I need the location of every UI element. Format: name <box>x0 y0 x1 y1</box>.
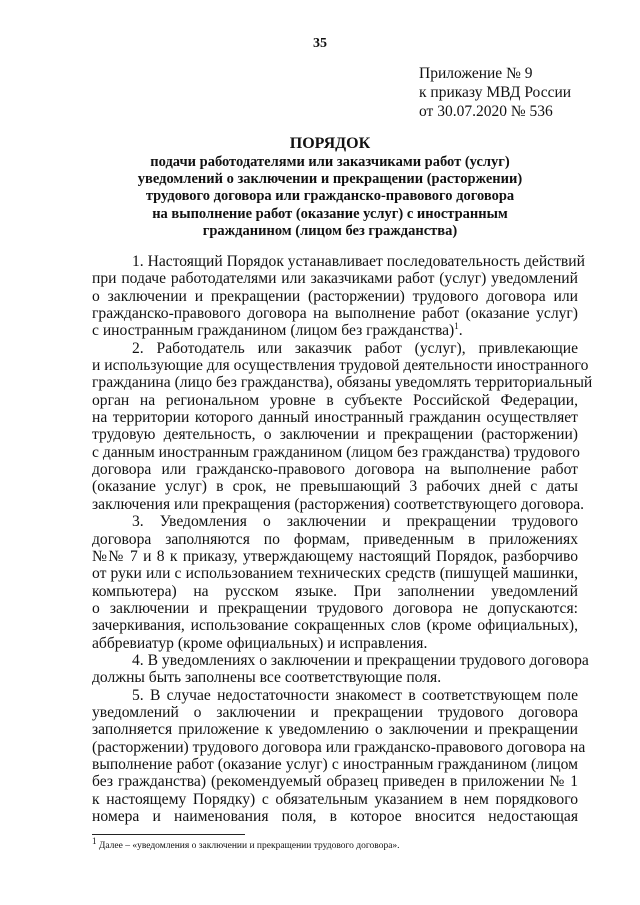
line-text: о заключении и прекращении (расторжении) трудового договора или <box>92 287 578 305</box>
line-text: от руки или с использованием технических средств (пишущей машинки, <box>92 565 578 583</box>
appendix-number: Приложение № 9 <box>419 65 533 82</box>
text-line <box>92 548 578 565</box>
text-line <box>92 617 578 634</box>
line-text: заключения или прекращения (расторжения) соответствующего договора. <box>92 495 585 513</box>
line-text: 2. Работодатель или заказчик работ (услуг), привлекающие <box>132 339 578 357</box>
line-text: должны быть заполнены все соответствующие поля. <box>92 669 442 687</box>
footnote-reference[interactable]: 1 <box>454 321 459 332</box>
subtitle-line: подачи работодателями или заказчиками работ (услуг) <box>150 154 510 170</box>
text-line <box>92 687 578 704</box>
line-text: заполняется приложение к уведомлению о заключении и прекращении <box>92 721 578 739</box>
text-line <box>92 531 578 548</box>
line-text: договора или гражданско-правового договора на выполнение работ <box>92 461 578 479</box>
line-text: с данным иностранным гражданином (лицом без гражданства) трудового <box>92 443 580 461</box>
subtitle-line: гражданином (лицом без гражданства) <box>202 222 458 239</box>
text-line <box>92 513 578 530</box>
text-line <box>92 270 578 287</box>
footnote <box>92 836 400 852</box>
subtitle-line: на выполнение работ (оказание услуг) с иностранным <box>152 205 508 222</box>
title-subtitle <box>80 154 580 240</box>
line-text: договора заполняются по формам, приведенным в приложениях <box>92 530 578 548</box>
text-line <box>92 600 578 617</box>
line-text: аббревиатур (кроме официальных) и исправления. <box>92 634 428 652</box>
line-text: к настоящему Порядку) с обязательным указанием в нем порядкового <box>92 790 578 808</box>
text-line <box>92 340 578 357</box>
text-line <box>92 651 589 669</box>
line-text: трудовую деятельность, о заключении и прекращении (расторжении) <box>92 426 578 444</box>
appendix-reference <box>419 64 571 121</box>
document-title <box>80 134 580 240</box>
paragraph-5 <box>92 686 586 826</box>
text-line <box>92 791 578 808</box>
line-text: гражданско-правового договора на выполнение работ (оказание услуг) <box>92 305 578 323</box>
text-line <box>92 444 578 461</box>
line-text: №№ 7 и 8 к приказу, утверждающему настоящий Порядок, разборчиво <box>92 547 578 565</box>
text-line <box>92 635 578 652</box>
title-heading: ПОРЯДОК <box>289 135 371 152</box>
line-text: при подаче работодателями или заказчиками работ (услуг) уведомлений <box>92 270 578 288</box>
line-text: на территории которого данный иностранный гражданин осуществляет <box>92 409 578 427</box>
footnote-text: Далее – «уведомления о заключении и прекращении трудового договора». <box>98 841 400 852</box>
text-line <box>92 565 578 582</box>
text-line: с иностранным гражданином (лицом без гражданства)$^1$. <box>92 321 463 340</box>
line-text: орган на региональном уровне в субъекте Российской Федерации, <box>92 391 578 409</box>
paragraph-1 <box>92 253 585 340</box>
line-text: (расторжении) трудового договора или гражданско-правового договора на <box>92 738 586 756</box>
text-line <box>92 253 585 270</box>
text-line <box>92 374 593 392</box>
text-line <box>92 756 578 773</box>
line-text: 1. Настоящий Порядок устанавливает последовательность действий <box>132 253 585 270</box>
text-line <box>92 495 585 513</box>
text-line <box>92 773 578 790</box>
text-line <box>92 704 578 721</box>
appendix-date: от 30.07.2020 № 536 <box>419 103 553 120</box>
text-line <box>92 738 586 756</box>
line-text: 4. В уведомлениях о заключении и прекращении трудового договора <box>132 651 589 669</box>
paragraph-2 <box>92 339 593 513</box>
paragraph-4 <box>92 651 589 687</box>
line-text: выполнение работ (оказание услуг) с иностранным гражданином (лицом <box>92 755 578 773</box>
text-line <box>92 478 578 495</box>
text-line <box>92 721 578 738</box>
footnote-marker: 1 <box>92 836 97 846</box>
text-line <box>92 808 578 825</box>
line-text: (оказание услуг) в срок, не превышающий 3 рабочих дней с даты <box>92 478 578 496</box>
paragraph-3 <box>92 513 578 652</box>
subtitle-line: уведомлений о заключении и прекращении (расторжении) <box>137 171 523 188</box>
appendix-order: к приказу МВД России <box>419 84 572 101</box>
text-line <box>92 461 578 478</box>
text-line <box>92 426 578 443</box>
line-text: без гражданства) (рекомендуемый образец приведен в приложении № 1 <box>92 773 578 791</box>
text-line <box>92 305 578 322</box>
text-line <box>92 392 578 409</box>
text-line <box>92 583 578 600</box>
line-text: и использующие для осуществления трудовой деятельности иностранного <box>92 357 589 375</box>
line-text: 5. В случае недостаточности знакомест в соответствующем поле <box>132 686 578 704</box>
line-text: компьютера) на русском языке. При заполнении уведомлений <box>92 582 578 600</box>
footnote-divider <box>92 834 245 835</box>
text-line <box>92 288 578 305</box>
page-number: 35 <box>313 36 327 51</box>
line-text: с иностранным гражданином (лицом без гражданства) <box>92 322 455 340</box>
line-text: гражданина (лицо без гражданства), обязаны уведомлять территориальный <box>92 374 593 392</box>
line-text: номера и наименования поля, в которое вносится недостающая <box>92 808 578 825</box>
text-line <box>92 669 578 686</box>
subtitle-line: трудового договора или гражданско-правового договора <box>145 188 515 205</box>
text-line <box>92 409 578 426</box>
line-text: 3. Уведомления о заключении и прекращении трудового <box>132 513 578 531</box>
text-line <box>92 357 589 375</box>
document-body <box>92 253 593 825</box>
line-text: зачеркивания, использование сокращенных слов (кроме официальных), <box>92 617 578 635</box>
line-text: о заключении и прекращении трудового договора не допускаются: <box>92 599 578 617</box>
line-text: уведомлений о заключении и прекращении трудового договора <box>92 703 578 721</box>
